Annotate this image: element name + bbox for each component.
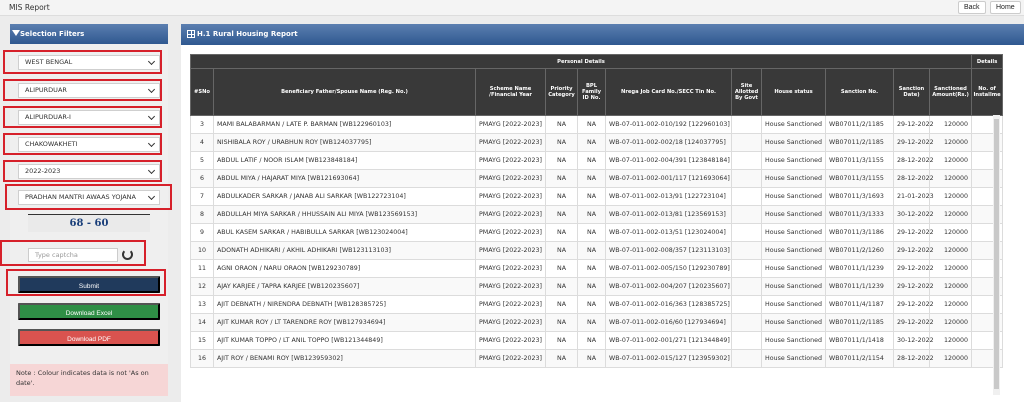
report-table [190, 54, 1003, 368]
table-cell: WB07011/2/1185 [826, 314, 894, 332]
table-cell: PMAYG [2022-2023] [476, 224, 546, 242]
table-cell: NA [578, 188, 606, 206]
table-cell: NA [546, 260, 578, 278]
table-cell: 120000 [930, 260, 972, 278]
table-cell: 120000 [930, 296, 972, 314]
table-cell: 120000 [930, 188, 972, 206]
highlight-box [3, 160, 162, 182]
download-pdf-button[interactable]: Download PDF [18, 329, 160, 346]
table-cell: WB-07-011-002-013/91 [122723104] [606, 188, 732, 206]
table-cell: 29-12-2022 [894, 278, 930, 296]
table-cell: WB07011/2/1185 [826, 116, 894, 134]
table-cell: PMAYG [2022-2023] [476, 278, 546, 296]
table-cell: House Sanctioned [762, 134, 826, 152]
table-row[interactable] [191, 206, 1003, 224]
table-cell: 120000 [930, 332, 972, 350]
table-cell: 28-12-2022 [894, 350, 930, 368]
table-cell: NA [546, 278, 578, 296]
table-cell [732, 296, 762, 314]
filters-header [10, 24, 168, 44]
table-cell: PMAYG [2022-2023] [476, 296, 546, 314]
table-cell: WB07011/2/1260 [826, 242, 894, 260]
table-cell: 21-01-2023 [894, 188, 930, 206]
table-cell: House Sanctioned [762, 170, 826, 188]
table-cell: ADONATH ADHIKARI / AKHIL ADHIKARI [WB123113103] [214, 242, 476, 260]
filters-title: Selection Filters [20, 30, 85, 38]
table-cell: NA [578, 224, 606, 242]
table-row[interactable] [191, 116, 1003, 134]
submit-button[interactable]: Submit [18, 276, 160, 293]
table-cell: NISHIBALA ROY / URABHUN ROY [WB124037795] [214, 134, 476, 152]
column-header: Beneficiary Father/Spouse Name (Reg. No.) [214, 69, 476, 116]
table-cell: WB-07-011-002-004/391 [123848184] [606, 152, 732, 170]
refresh-icon[interactable] [122, 249, 133, 260]
table-cell: 5 [191, 152, 214, 170]
table-cell: 120000 [930, 170, 972, 188]
table-cell: 120000 [930, 224, 972, 242]
table-cell: NA [578, 170, 606, 188]
table-cell: 6 [191, 170, 214, 188]
table-body [191, 116, 1003, 368]
table-cell: 29-12-2022 [894, 224, 930, 242]
table-cell: NA [546, 224, 578, 242]
table-cell: WB-07-011-002-001/271 [121344849] [606, 332, 732, 350]
highlight-box [5, 184, 172, 210]
table-cell: 12 [191, 278, 214, 296]
table-cell [732, 260, 762, 278]
table-cell: 3 [191, 116, 214, 134]
table-cell: WB-07-011-002-010/192 [122960103] [606, 116, 732, 134]
table-cell: House Sanctioned [762, 224, 826, 242]
table-cell: House Sanctioned [762, 296, 826, 314]
table-cell [732, 332, 762, 350]
table-cell: WB07011/3/1693 [826, 188, 894, 206]
back-button[interactable]: Back [958, 1, 986, 14]
table-cell: NA [578, 296, 606, 314]
table-cell: 30-12-2022 [894, 206, 930, 224]
column-header: Nrega Job Card No./SECC Tin No. [606, 69, 732, 116]
caret-down-icon [12, 30, 20, 36]
block-select-value: ALIPURDUAR-I [25, 113, 71, 121]
table-cell: NA [546, 296, 578, 314]
table-cell: WB07011/2/1185 [826, 134, 894, 152]
table-row[interactable] [191, 224, 1003, 242]
table-row[interactable] [191, 314, 1003, 332]
district-select-value: ALIPURDUAR [25, 86, 67, 94]
scheme-select-value: PRADHAN MANTRI AWAAS YOJANA [25, 193, 136, 201]
table-cell: WB-07-011-002-008/357 [123113103] [606, 242, 732, 260]
table-cell: AJIT ROY / BENAMI ROY [WB123959302] [214, 350, 476, 368]
table-cell: 29-12-2022 [894, 134, 930, 152]
table-cell [732, 134, 762, 152]
table-cell [732, 170, 762, 188]
table-cell: NA [578, 242, 606, 260]
table-cell: WB07011/3/1186 [826, 224, 894, 242]
table-cell: AJAY KARJEE / TAPRA KARJEE [WB120235607] [214, 278, 476, 296]
financial-year-select-value: 2022-2023 [25, 167, 61, 175]
table-cell: NA [578, 278, 606, 296]
table-cell: NA [546, 170, 578, 188]
table-cell: 29-12-2022 [894, 242, 930, 260]
table-cell: WB-07-011-002-013/81 [123569153] [606, 206, 732, 224]
table-cell: ABDUL LATIF / NOOR ISLAM [WB123848184] [214, 152, 476, 170]
table-cell: MAMI BALABARMAN / LATE P. BARMAN [WB122960103] [214, 116, 476, 134]
table-cell: NA [578, 116, 606, 134]
table-cell: PMAYG [2022-2023] [476, 116, 546, 134]
table-cell: WB07011/2/1154 [826, 350, 894, 368]
table-cell: House Sanctioned [762, 188, 826, 206]
table-cell: WB-07-011-002-004/207 [120235607] [606, 278, 732, 296]
table-cell: 120000 [930, 314, 972, 332]
captcha-input[interactable]: Type captcha [28, 248, 118, 262]
note: Note : Colour indicates data is not 'As on date'. [10, 364, 168, 396]
table-cell [732, 188, 762, 206]
table-cell: 15 [191, 332, 214, 350]
table-row[interactable] [191, 332, 1003, 350]
table-cell: NA [546, 242, 578, 260]
table-cell: PMAYG [2022-2023] [476, 206, 546, 224]
state-select-value: WEST BENGAL [25, 58, 73, 66]
table-cell [732, 278, 762, 296]
top-bar [0, 0, 1024, 16]
table-cell: House Sanctioned [762, 278, 826, 296]
table-row[interactable] [191, 242, 1003, 260]
table-cell: House Sanctioned [762, 350, 826, 368]
table-cell: NA [546, 116, 578, 134]
table-cell: 29-12-2022 [894, 260, 930, 278]
table-icon [187, 30, 195, 38]
table-row[interactable] [191, 170, 1003, 188]
report-title: H.1 Rural Housing Report [197, 30, 298, 38]
table-cell: 16 [191, 350, 214, 368]
table-cell: NA [546, 134, 578, 152]
table-cell: 120000 [930, 116, 972, 134]
table-cell: WB07011/3/1155 [826, 152, 894, 170]
home-button[interactable]: Home [990, 1, 1021, 14]
table-cell: WB-07-011-002-005/150 [129230789] [606, 260, 732, 278]
table-cell: House Sanctioned [762, 242, 826, 260]
table-cell: NA [546, 206, 578, 224]
table-cell: 120000 [930, 206, 972, 224]
table-cell: NA [546, 152, 578, 170]
table-cell: WB-07-011-002-002/18 [124037795] [606, 134, 732, 152]
highlight-box [3, 50, 162, 74]
table-cell: PMAYG [2022-2023] [476, 332, 546, 350]
table-cell: 7 [191, 188, 214, 206]
table-cell: WB07011/1/1239 [826, 278, 894, 296]
table-cell: 10 [191, 242, 214, 260]
table-cell: PMAYG [2022-2023] [476, 314, 546, 332]
table-cell: House Sanctioned [762, 152, 826, 170]
column-header: Site Allotted By Govt [732, 69, 762, 116]
table-cell: 29-12-2022 [894, 116, 930, 134]
table-cell: 120000 [930, 242, 972, 260]
table-row[interactable] [191, 152, 1003, 170]
table-cell: NA [578, 350, 606, 368]
table-cell: WB-07-011-002-001/117 [121693064] [606, 170, 732, 188]
table-cell: 4 [191, 134, 214, 152]
table-cell: House Sanctioned [762, 332, 826, 350]
table-cell: 14 [191, 314, 214, 332]
table-cell [732, 224, 762, 242]
table-cell: WB07011/3/1155 [826, 170, 894, 188]
table-row[interactable] [191, 350, 1003, 368]
table-row[interactable] [191, 188, 1003, 206]
report-panel [181, 24, 1024, 402]
column-header: Scheme Name /Financial Year [476, 69, 546, 116]
table-cell: NA [546, 350, 578, 368]
table-cell: WB-07-011-002-016/60 [127934694] [606, 314, 732, 332]
table-cell: ABDULKADER SARKAR / JANAB ALI SARKAR [WB122723104] [214, 188, 476, 206]
table-cell [732, 152, 762, 170]
table-row[interactable] [191, 296, 1003, 314]
table-cell: House Sanctioned [762, 260, 826, 278]
table-cell: PMAYG [2022-2023] [476, 134, 546, 152]
table-cell: NA [578, 314, 606, 332]
table-cell: WB07011/3/1333 [826, 206, 894, 224]
download-excel-button[interactable]: Download Excel [18, 303, 160, 320]
table-scrollbar[interactable] [993, 115, 1000, 395]
table-cell [732, 206, 762, 224]
table-cell: AJIT KUMAR TOPPO / LT ANIL TOPPO [WB121344849] [214, 332, 476, 350]
table-cell: 120000 [930, 134, 972, 152]
table-cell: PMAYG [2022-2023] [476, 152, 546, 170]
table-cell: NA [578, 134, 606, 152]
table-cell: AGNI ORAON / NARU ORAON [WB129230789] [214, 260, 476, 278]
scrollbar-thumb[interactable] [994, 119, 999, 389]
group-header-details: Details [972, 55, 1003, 69]
table-cell: WB07011/1/1418 [826, 332, 894, 350]
table-cell: NA [578, 332, 606, 350]
table-cell: NA [546, 332, 578, 350]
table-cell: NA [578, 206, 606, 224]
captcha-image: 68 - 60 [28, 214, 150, 232]
table-cell: NA [578, 260, 606, 278]
table-cell: 8 [191, 206, 214, 224]
table-cell: PMAYG [2022-2023] [476, 260, 546, 278]
table-cell: 11 [191, 260, 214, 278]
highlight-box [3, 106, 162, 128]
table-cell: ABDUL MIYA / HAJARAT MIYA [WB121693064] [214, 170, 476, 188]
column-header: No. of Installme [972, 69, 1003, 116]
table-cell: House Sanctioned [762, 314, 826, 332]
table-cell: PMAYG [2022-2023] [476, 350, 546, 368]
table-cell: WB-07-011-002-013/51 [123024004] [606, 224, 732, 242]
table-cell: 28-12-2022 [894, 152, 930, 170]
app-title: MIS Report [9, 3, 50, 12]
table-cell: 9 [191, 224, 214, 242]
column-header: Priority Category [546, 69, 578, 116]
column-header: Sanctioned Amount(Rs.) [930, 69, 972, 116]
table-cell [732, 314, 762, 332]
column-header: BPL Family ID No. [578, 69, 606, 116]
table-cell: WB07011/1/1239 [826, 260, 894, 278]
table-cell: WB07011/4/1187 [826, 296, 894, 314]
table-cell: House Sanctioned [762, 206, 826, 224]
panchayat-select-value: CHAKOWAKHETI [25, 140, 78, 148]
table-row[interactable] [191, 278, 1003, 296]
table-cell: ABUL KASEM SARKAR / HABIBULLA SARKAR [WB123024004] [214, 224, 476, 242]
table-cell: 13 [191, 296, 214, 314]
table-cell [732, 350, 762, 368]
table-row[interactable] [191, 134, 1003, 152]
table-cell: NA [546, 314, 578, 332]
group-header-personal-details: Personal Details [191, 55, 972, 69]
column-header: Sanction Date) [894, 69, 930, 116]
table-cell: NA [578, 152, 606, 170]
selection-filters-panel [10, 24, 168, 396]
table-cell [732, 242, 762, 260]
table-cell: ABDULLAH MIYA SARKAR / HHUSSAIN ALI MIYA [WB123569153] [214, 206, 476, 224]
highlight-box [3, 133, 162, 155]
table-cell: 28-12-2022 [894, 170, 930, 188]
table-cell: 30-12-2022 [894, 332, 930, 350]
table-cell: WB-07-011-002-016/363 [128385725] [606, 296, 732, 314]
table-header-row [191, 69, 1003, 116]
table-cell [732, 116, 762, 134]
table-cell: NA [546, 188, 578, 206]
column-header: House status [762, 69, 826, 116]
table-cell: AJIT KUMAR ROY / LT TARENDRE ROY [WB127934694] [214, 314, 476, 332]
table-cell: AJIT DEBNATH / NIRENDRA DEBNATH [WB128385725] [214, 296, 476, 314]
table-cell: 29-12-2022 [894, 296, 930, 314]
table-cell: 120000 [930, 350, 972, 368]
table-cell: 120000 [930, 152, 972, 170]
highlight-box [3, 79, 162, 101]
table-cell: WB-07-011-002-015/127 [123959302] [606, 350, 732, 368]
table-row[interactable] [191, 260, 1003, 278]
column-header: #SNo [191, 69, 214, 116]
report-table-container [190, 54, 1002, 402]
table-cell: 120000 [930, 278, 972, 296]
table-cell: PMAYG [2022-2023] [476, 170, 546, 188]
table-cell: 29-12-2022 [894, 314, 930, 332]
table-cell: House Sanctioned [762, 116, 826, 134]
table-cell: PMAYG [2022-2023] [476, 188, 546, 206]
report-header [181, 24, 1024, 45]
table-cell: PMAYG [2022-2023] [476, 242, 546, 260]
column-header: Sanction No. [826, 69, 894, 116]
